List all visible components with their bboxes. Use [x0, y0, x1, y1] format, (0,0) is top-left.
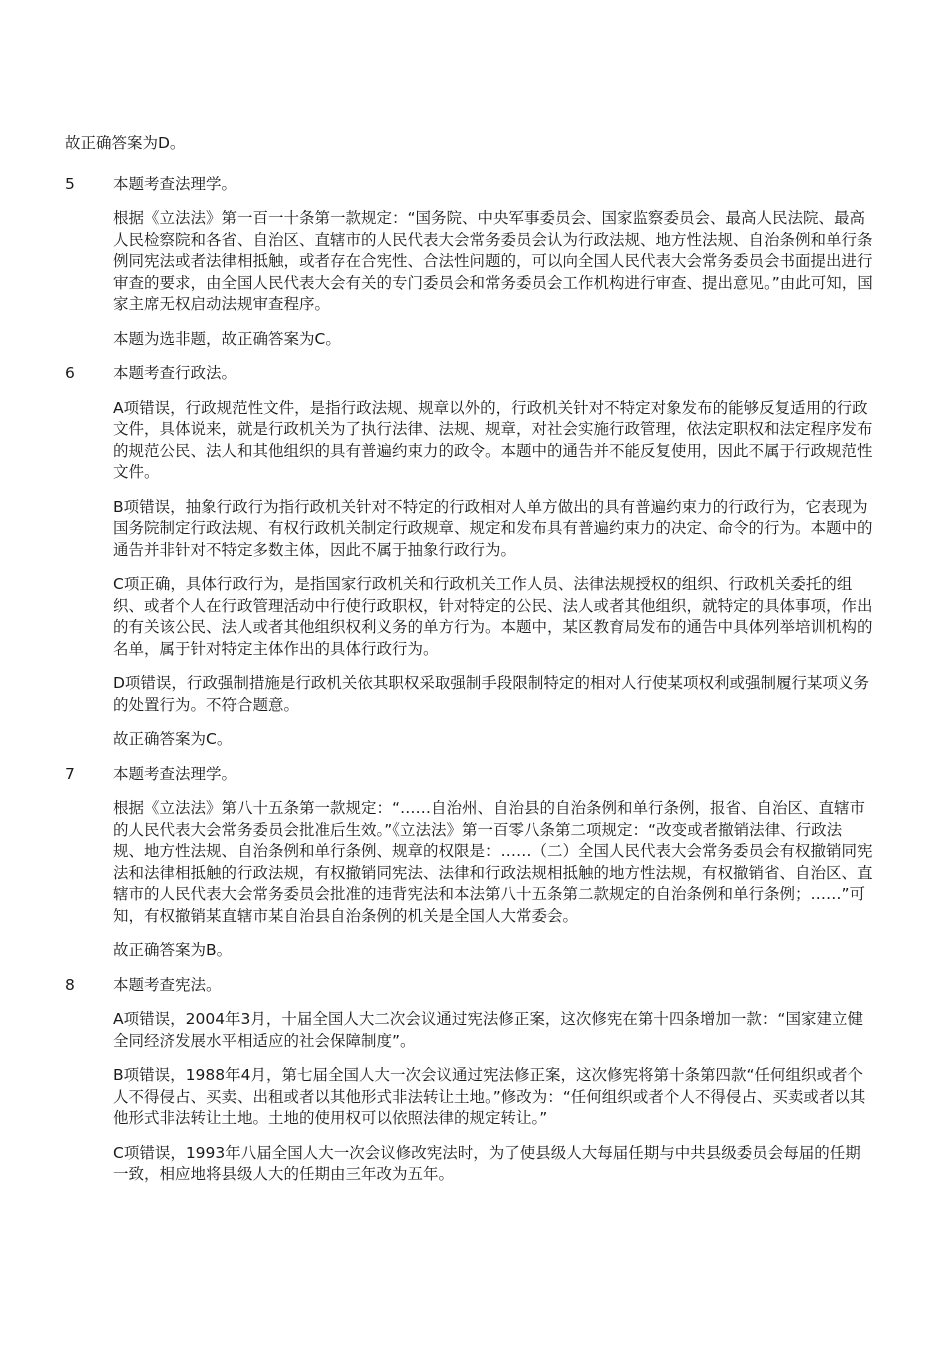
explanation-paragraph: B项错误，1988年4月，第七届全国人大一次会议通过宪法修正案，这次修宪将第十条第四款“任何组织或者个人不得侵占、买卖、出租或者以其他形式非法转让土地。”修改为：“任何组织或者个人不得侵占、买卖或者以其他形式非法转让土地。土地的使用权可以依照法律的规定转让。”: [113, 1066, 866, 1127]
question-topic: 本题考查法理学。: [113, 764, 238, 783]
question-topic: 本题考查宪法。: [113, 975, 222, 994]
explanation-paragraph: C项正确，具体行政行为，是指国家行政机关和行政机关工作人员、法律法规授权的组织、行政机关委托的组织、或者个人在行政管理活动中行使行政职权，针对特定的公民、法人或者其他组织，就特定的具体事项，作出的有关该公民、法人或者其他组织权利义务的单方行为。本题中，某区教育局发布的通告中具体列举培训机构的名单，属于针对特定主体作出的具体行政行为。: [113, 575, 873, 658]
question-number: 5: [65, 174, 75, 193]
explanation-paragraph: C项错误，1993年八届全国人大一次会议修改宪法时，为了使县级人大每届任期与中共县级委员会每届的任期一致，相应地将县级人大的任期由三年改为五年。: [113, 1143, 861, 1183]
explanation-paragraph: A项错误，行政规范性文件，是指行政法规、规章以外的，行政机关针对不特定对象发布的能够反复适用的行政文件，具体说来，就是行政机关为了执行法律、法规、规章，对社会实施行政管理，依法定职权和法定程序发布的规范公民、法人和其他组织的具有普遍约束力的政令。本题中的通告并不能反复使用，因此不属于行政规范性文件。: [113, 398, 873, 481]
explanation-paragraph: 根据《立法法》第八十五条第一款规定：“……自治州、自治县的自治条例和单行条例，报省、自治区、直辖市的人民代表大会常务委员会批准后生效。”《立法法》第一百零八条第二项规定：“改变或者撤销法律、行政法规、地方性法规、自治条例和单行条例、规章的权限是：……（二）全国人民代表大会常务委员会有权撤销同宪法和法律相抵触的行政法规，有权撤销同宪法、法律和行政法规相抵触的地方性法规，有权撤销省、自治区、直辖市的人民代表大会常务委员会批准的违背宪法和本法第八十五条第二款规定的自治条例和单行条例；……”可知，有权撤销某直辖市某自治县自治条例的机关是全国人大常委会。: [113, 799, 873, 925]
question-number: 7: [65, 764, 75, 783]
question-6: [0, 363, 950, 751]
explanation-paragraph: 根据《立法法》第一百一十条第一款规定：“国务院、中央军事委员会、国家监察委员会、最高人民法院、最高人民检察院和各省、自治区、直辖市的人民代表大会常务委员会认为行政法规、地方性法规、自治条例和单行条例同宪法或者法律相抵触，或者存在合宪性、合法性问题的，可以向全国人民代表大会常务委员会书面提出进行审查的要求，由全国人民代表大会有关的专门委员会和常务委员会工作机构进行审查、提出意见。”由此可知，国家主席无权启动法规审查程序。: [113, 209, 873, 313]
question-5: [0, 174, 950, 351]
explanation-paragraph: A项错误，2004年3月，十届全国人大二次会议通过宪法修正案，这次修宪在第十四条增加一款：“国家建立健全同经济发展水平相适应的社会保障制度”。: [113, 1010, 863, 1050]
answer-line: 故正确答案为D。: [65, 134, 186, 152]
explanation-paragraph: B项错误，抽象行政行为指行政机关针对不特定的行政相对人单方做出的具有普遍约束力的行政行为，它表现为国务院制定行政法规、有权行政机关制定行政规章、规定和发布具有普遍约束力的决定、命令的行为。本题中的通告并非针对不特定多数主体，因此不属于抽象行政行为。: [113, 497, 873, 559]
answer-line: 故正确答案为C。: [113, 730, 233, 748]
question-number: 8: [65, 975, 75, 994]
answer-line: 故正确答案为B。: [113, 941, 233, 959]
question-7: [0, 764, 950, 962]
question-topic: 本题考查法理学。: [113, 174, 238, 193]
answer-line: 本题为选非题，故正确答案为C。: [113, 329, 341, 348]
explanation-paragraph: D项错误，行政强制措施是行政机关依其职权采取强制手段限制特定的相对人行使某项权利或强制履行某项义务的处置行为。不符合题意。: [113, 674, 869, 714]
question-number: 6: [65, 364, 75, 382]
question-topic: 本题考查行政法。: [113, 364, 238, 382]
question-8: [0, 975, 950, 1186]
